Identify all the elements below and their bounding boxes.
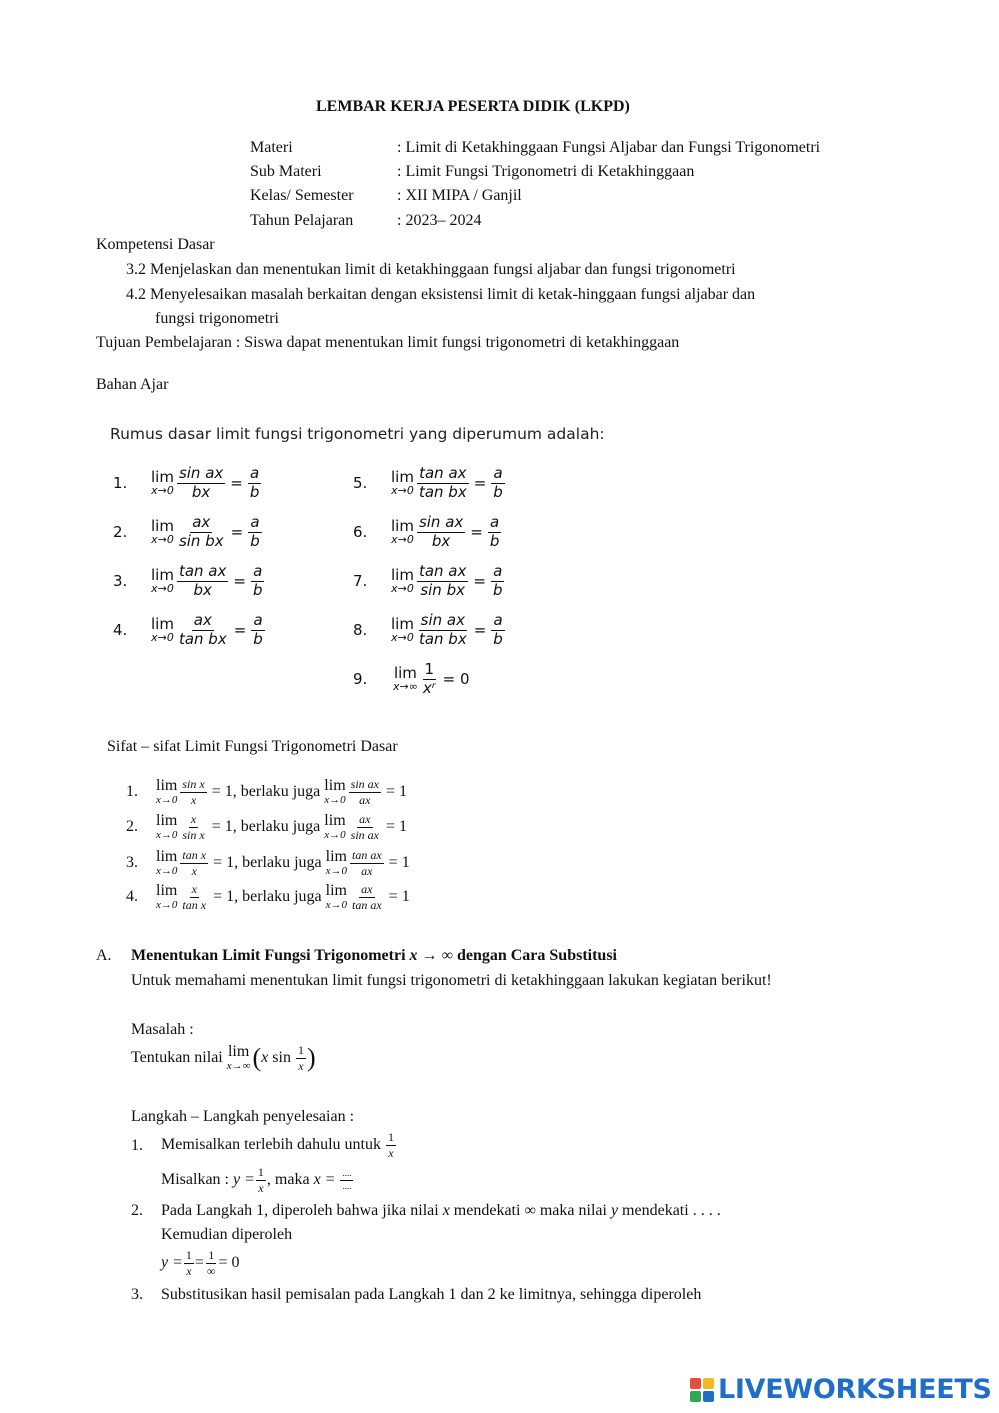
lim: lim x→0 [151, 467, 174, 497]
sifat-item: 3. lim x→0 $\frac{\text{tan x}}{x}$ = 1, berlaku juga lim x→0 $\frac{\text{tan ax}}{ax}$ = 1 [126, 848, 410, 878]
rumus-number: 1. [113, 473, 128, 492]
lim: lim x→0 [391, 614, 414, 644]
fraction-rhs: $\frac{a}{b}$ [493, 464, 503, 501]
lim: lim x→0 [151, 565, 174, 595]
kompetensi-item-4-2: 4.2 Menyelesaikan masalah berkaitan dengan eksistensi limit di ketak-hinggaan fungsi aljabar dan [126, 286, 756, 303]
kompetensi-item-4-2-cont: fungsi trigonometri [155, 310, 279, 327]
sifat-item: 1. lim x→0 $\frac{\text{sin x}}{x}$ = 1, berlaku juga lim x→0 $\frac{\text{sin ax}}{ax}$ = 1 [126, 777, 408, 807]
fraction-rhs: $\frac{a}{b}$ [493, 611, 503, 648]
rumus-heading: Rumus dasar limit fungsi trigonometri yang diperumum adalah: [110, 425, 605, 443]
info-value-kelas: : XII MIPA / Ganjil [397, 187, 522, 204]
fraction: $\frac{\text{sin ax}}{\text{tan bx}}$ [418, 611, 467, 648]
misalkan-line: Misalkan : y = $\frac{1}{x}$ , maka x = $\frac{....}{....}$ [161, 1165, 352, 1195]
rumus-number: 2. [113, 522, 128, 541]
rumus-item: 2. lim x→0 $\frac{ax}{\text{sin bx}}$ = $\frac{a}{b}$ [113, 513, 260, 550]
rumus-item: 7. lim x→0 $\frac{\text{tan ax}}{\text{sin bx}}$ = $\frac{a}{b}$ [353, 562, 503, 599]
bahan-ajar-heading: Bahan Ajar [96, 376, 169, 393]
langkah-heading: Langkah – Langkah penyelesaian : [131, 1108, 355, 1125]
fraction-rhs: $\frac{a}{b}$ [492, 562, 503, 599]
masalah-label: Masalah : [131, 1021, 194, 1038]
info-value-submateri: : Limit Fungsi Trigonometri di Ketakhinggaan [397, 163, 695, 180]
lim: lim x→0 [391, 516, 414, 546]
rumus-number: 3. [113, 571, 128, 590]
rumus-item: 1. lim x→0 $\frac{\text{sin ax}}{bx}$ = $\frac{a}{b}$ [113, 464, 260, 501]
info-value-tahun: : 2023– 2024 [397, 212, 482, 229]
fraction: $\frac{ax}{\text{sin bx}}$ [178, 513, 224, 550]
rumus-item: 8. lim x→0 $\frac{\text{sin ax}}{\text{tan bx}}$ = $\frac{a}{b}$ [353, 611, 503, 648]
info-label-kelas: Kelas/ Semester [250, 187, 354, 204]
page-title: LEMBAR KERJA PESERTA DIDIK (LKPD) [316, 98, 630, 115]
fraction-rhs: $\frac{a}{b}$ [252, 562, 263, 599]
step2-number: 2. [131, 1202, 143, 1219]
step3-text: Substitusikan hasil pemisalan pada Langkah 1 dan 2 ke limitnya, sehingga diperoleh [161, 1286, 702, 1303]
lim: lim x→0 [151, 516, 174, 546]
fraction: $\frac{\text{sin ax}}{bx}$ [178, 464, 224, 501]
rumus-number: 7. [353, 571, 368, 590]
fraction-rhs: $\frac{a}{b}$ [489, 513, 500, 550]
info-label-tahun: Tahun Pelajaran [250, 212, 354, 229]
rumus-number: 8. [353, 620, 368, 639]
info-label-submateri: Sub Materi [250, 163, 322, 180]
fraction: $\frac{\text{tan ax}}{\text{sin bx}}$ [418, 562, 467, 599]
rumus-item: 3. lim x→0 $\frac{\text{tan ax}}{bx}$ = $\frac{a}{b}$ [113, 562, 263, 599]
fraction-rhs: $\frac{a}{b}$ [253, 611, 263, 648]
fraction-rhs: $\frac{a}{b}$ [249, 464, 260, 501]
fraction: $\frac{\text{sin ax}}{bx}$ [418, 513, 464, 550]
rumus-number: 5. [353, 473, 368, 492]
rumus-item: 4. lim x→0 $\frac{ax}{\text{tan bx}}$ = $\frac{a}{b}$ [113, 611, 263, 648]
step3-number: 3. [131, 1286, 143, 1303]
kemudian-text: Kemudian diperoleh [161, 1226, 293, 1243]
rumus-item: 6. lim x→0 $\frac{\text{sin ax}}{bx}$ = $\frac{a}{b}$ [353, 513, 500, 550]
lim: lim x→0 [391, 565, 414, 595]
masalah-expression: Tentukan nilai lim x→∞ ( x sin $\frac{1}{x}$ ) [131, 1043, 316, 1073]
sifat-item: 4. lim x→0 $\frac{x}{\text{tan x}}$ = 1, berlaku juga lim x→0 $\frac{ax}{\text{tan ax}}$ = 1 [126, 882, 410, 912]
info-value-materi: : Limit di Ketakhinggaan Fungsi Aljabar dan Fungsi Trigonometri [397, 139, 821, 156]
tujuan-pembelajaran: Tujuan Pembelajaran : Siswa dapat menentukan limit fungsi trigonometri di ketakhinggaan [96, 334, 680, 351]
rumus-number: 6. [353, 522, 368, 541]
step1-number: 1. [131, 1137, 143, 1154]
rumus-item-9: 9. lim x→∞ $\frac{1}{\text{xʳ}}$ = 0 [353, 660, 470, 697]
section-a-title: Menentukan Limit Fungsi Trigonometri x → ∞ dengan Cara Substitusi [131, 947, 617, 964]
rumus-number: 4. [113, 620, 128, 639]
liveworksheets-icon [690, 1378, 714, 1402]
step1-text: Memisalkan terlebih dahulu untuk $\frac{1}{x}$ [161, 1130, 394, 1160]
y-result: y = $\frac{1}{x}$ = $\frac{1}{\infty}$ = 0 [161, 1248, 240, 1278]
sifat-item: 2. lim x→0 $\frac{x}{\text{sin x}}$ = 1, berlaku juga lim x→0 $\frac{ax}{\text{sin ax}}$ = 1 [126, 812, 408, 842]
fraction: $\frac{ax}{\text{tan bx}}$ [178, 611, 227, 648]
fraction: $\frac{\text{tan ax}}{bx}$ [178, 562, 227, 599]
liveworksheets-logo [690, 1374, 992, 1405]
step2-text: Pada Langkah 1, diperoleh bahwa jika nilai x mendekati ∞ maka nilai y mendekati . . . . [161, 1202, 721, 1219]
info-label-materi: Materi [250, 139, 293, 156]
section-a-intro: Untuk memahami menentukan limit fungsi trigonometri di ketakhinggaan lakukan kegiatan berikut! [131, 972, 772, 989]
rumus-item: 5. lim x→0 $\frac{\text{tan ax}}{\text{tan bx}}$ = $\frac{a}{b}$ [353, 464, 503, 501]
kompetensi-item-3-2: 3.2 Menjelaskan dan menentukan limit di ketakhinggaan fungsi aljabar dan fungsi trigonometri [126, 261, 736, 278]
fraction: $\frac{\text{tan ax}}{\text{tan bx}}$ [418, 464, 467, 501]
brand-name: LIVEWORKSHEETS [718, 1374, 992, 1405]
fraction-rhs: $\frac{a}{b}$ [250, 513, 260, 550]
sifat-heading: Sifat – sifat Limit Fungsi Trigonometri Dasar [107, 738, 398, 755]
lim: lim x→0 [151, 614, 174, 644]
kompetensi-heading: Kompetensi Dasar [96, 236, 215, 253]
section-a-letter: A. [96, 947, 112, 964]
lim: lim x→0 [391, 467, 414, 497]
